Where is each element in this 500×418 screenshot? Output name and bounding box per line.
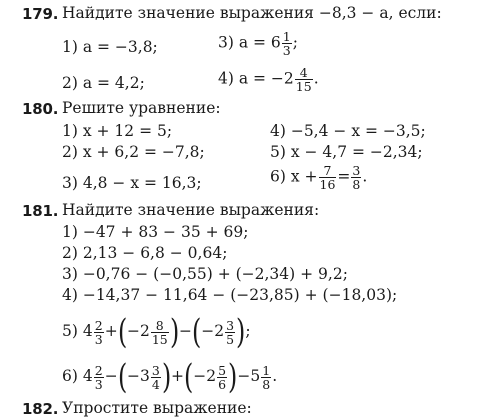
problem-180-item-6 (270, 164, 367, 191)
numerator: 1 (262, 362, 271, 378)
numerator: 2 (94, 362, 103, 378)
item-suffix: . (272, 367, 278, 385)
fraction (94, 319, 104, 346)
problem-180-item-5: 5) x − 4,7 = −2,34; (270, 143, 423, 161)
right-paren: ) (236, 312, 246, 352)
whole-part: −2 (201, 322, 225, 340)
denominator: 8 (352, 177, 361, 192)
numerator: 5 (218, 362, 227, 378)
item-prefix: 4) a = −2 (218, 69, 294, 88)
denominator: 15 (151, 331, 168, 347)
fraction (282, 30, 292, 57)
left-paren: ( (117, 357, 127, 397)
problem-text: Упростите выражение: (62, 399, 252, 417)
problem-number: 180. (22, 100, 59, 118)
item-label: 6) (62, 367, 78, 385)
whole-part: 5 (250, 367, 261, 385)
item-suffix: ; (245, 322, 251, 340)
problem-181-item-5 (62, 311, 251, 351)
operator: − (237, 367, 251, 385)
problem-181-item-3: 3) −0,76 − (−0,55) + (−2,34) + 9,2; (62, 265, 348, 283)
fraction (261, 364, 271, 391)
denominator: 3 (94, 376, 103, 392)
fraction (319, 164, 337, 191)
denominator: 15 (295, 79, 312, 94)
problem-number: 181. (22, 202, 59, 220)
item-prefix: 3) a = 6 (218, 33, 281, 52)
whole-part: 4 (82, 367, 93, 385)
fraction (351, 164, 361, 191)
operator: − (178, 322, 192, 340)
operator: + (171, 367, 185, 385)
fraction (295, 66, 313, 93)
problem-number: 179. (22, 5, 59, 23)
operator: − (104, 367, 118, 385)
left-paren: ( (191, 312, 202, 352)
right-paren: ) (228, 357, 238, 397)
problem-181-item-6 (62, 356, 277, 396)
denominator: 3 (282, 43, 291, 58)
fraction (94, 364, 104, 391)
problem-179-item-2: 2) a = 4,2; (62, 74, 145, 92)
fraction (225, 319, 235, 346)
problem-181-item-1: 1) −47 + 83 − 35 + 69; (62, 223, 249, 241)
problem-180-item-3: 3) 4,8 − x = 16,3; (62, 174, 202, 192)
denominator: 16 (319, 177, 336, 192)
problem-181-item-2: 2) 2,13 − 6,8 − 0,64; (62, 244, 228, 262)
denominator: 3 (94, 331, 103, 347)
problem-180-item-2: 2) x + 6,2 = −7,8; (62, 143, 205, 161)
left-paren: ( (184, 357, 194, 397)
problem-number: 182. (22, 400, 59, 418)
numerator: 2 (94, 317, 103, 333)
problem-179-item-1: 1) a = −3,8; (62, 38, 158, 56)
left-paren: ( (117, 312, 127, 352)
whole-part: −3 (126, 367, 150, 385)
denominator: 8 (262, 376, 271, 392)
right-paren: ) (169, 312, 179, 352)
whole-part: 4 (82, 322, 93, 340)
problem-181-item-4: 4) −14,37 − 11,64 − (−23,85) + (−18,03); (62, 286, 398, 304)
item-prefix: 6) x + (270, 167, 318, 186)
whole-part: −2 (126, 322, 150, 340)
fraction (217, 364, 227, 391)
numerator: 1 (282, 29, 291, 44)
problem-179-item-4 (218, 66, 319, 93)
item-suffix: ; (292, 33, 298, 52)
item-suffix: . (313, 69, 319, 88)
numerator: 7 (319, 164, 337, 178)
denominator: 6 (218, 376, 227, 392)
denominator: 5 (226, 331, 235, 347)
problem-180-item-4: 4) −5,4 − x = −3,5; (270, 122, 426, 140)
numerator: 3 (226, 317, 235, 333)
mixed-number (82, 317, 105, 347)
item-suffix: . (362, 167, 368, 186)
whole-part: −2 (193, 367, 217, 385)
numerator: 8 (151, 319, 169, 333)
operator: + (104, 322, 118, 340)
denominator: 4 (151, 376, 160, 392)
problem-179-item-3 (218, 30, 298, 57)
problem-text: Найдите значение выражения: (62, 201, 320, 219)
numerator: 4 (295, 66, 313, 80)
item-label: 5) (62, 322, 78, 340)
fraction (151, 364, 161, 391)
fraction (151, 319, 169, 346)
right-paren: ) (161, 357, 172, 397)
numerator: 3 (151, 362, 160, 378)
numerator: 3 (352, 163, 361, 178)
problem-text: Решите уравнение: (62, 99, 221, 117)
equals-sign: = (337, 167, 351, 186)
problem-182-cut (22, 398, 492, 418)
problem-text: Найдите значение выражения −8,3 − a, если: (62, 4, 442, 22)
problem-180-item-1: 1) x + 12 = 5; (62, 122, 173, 140)
